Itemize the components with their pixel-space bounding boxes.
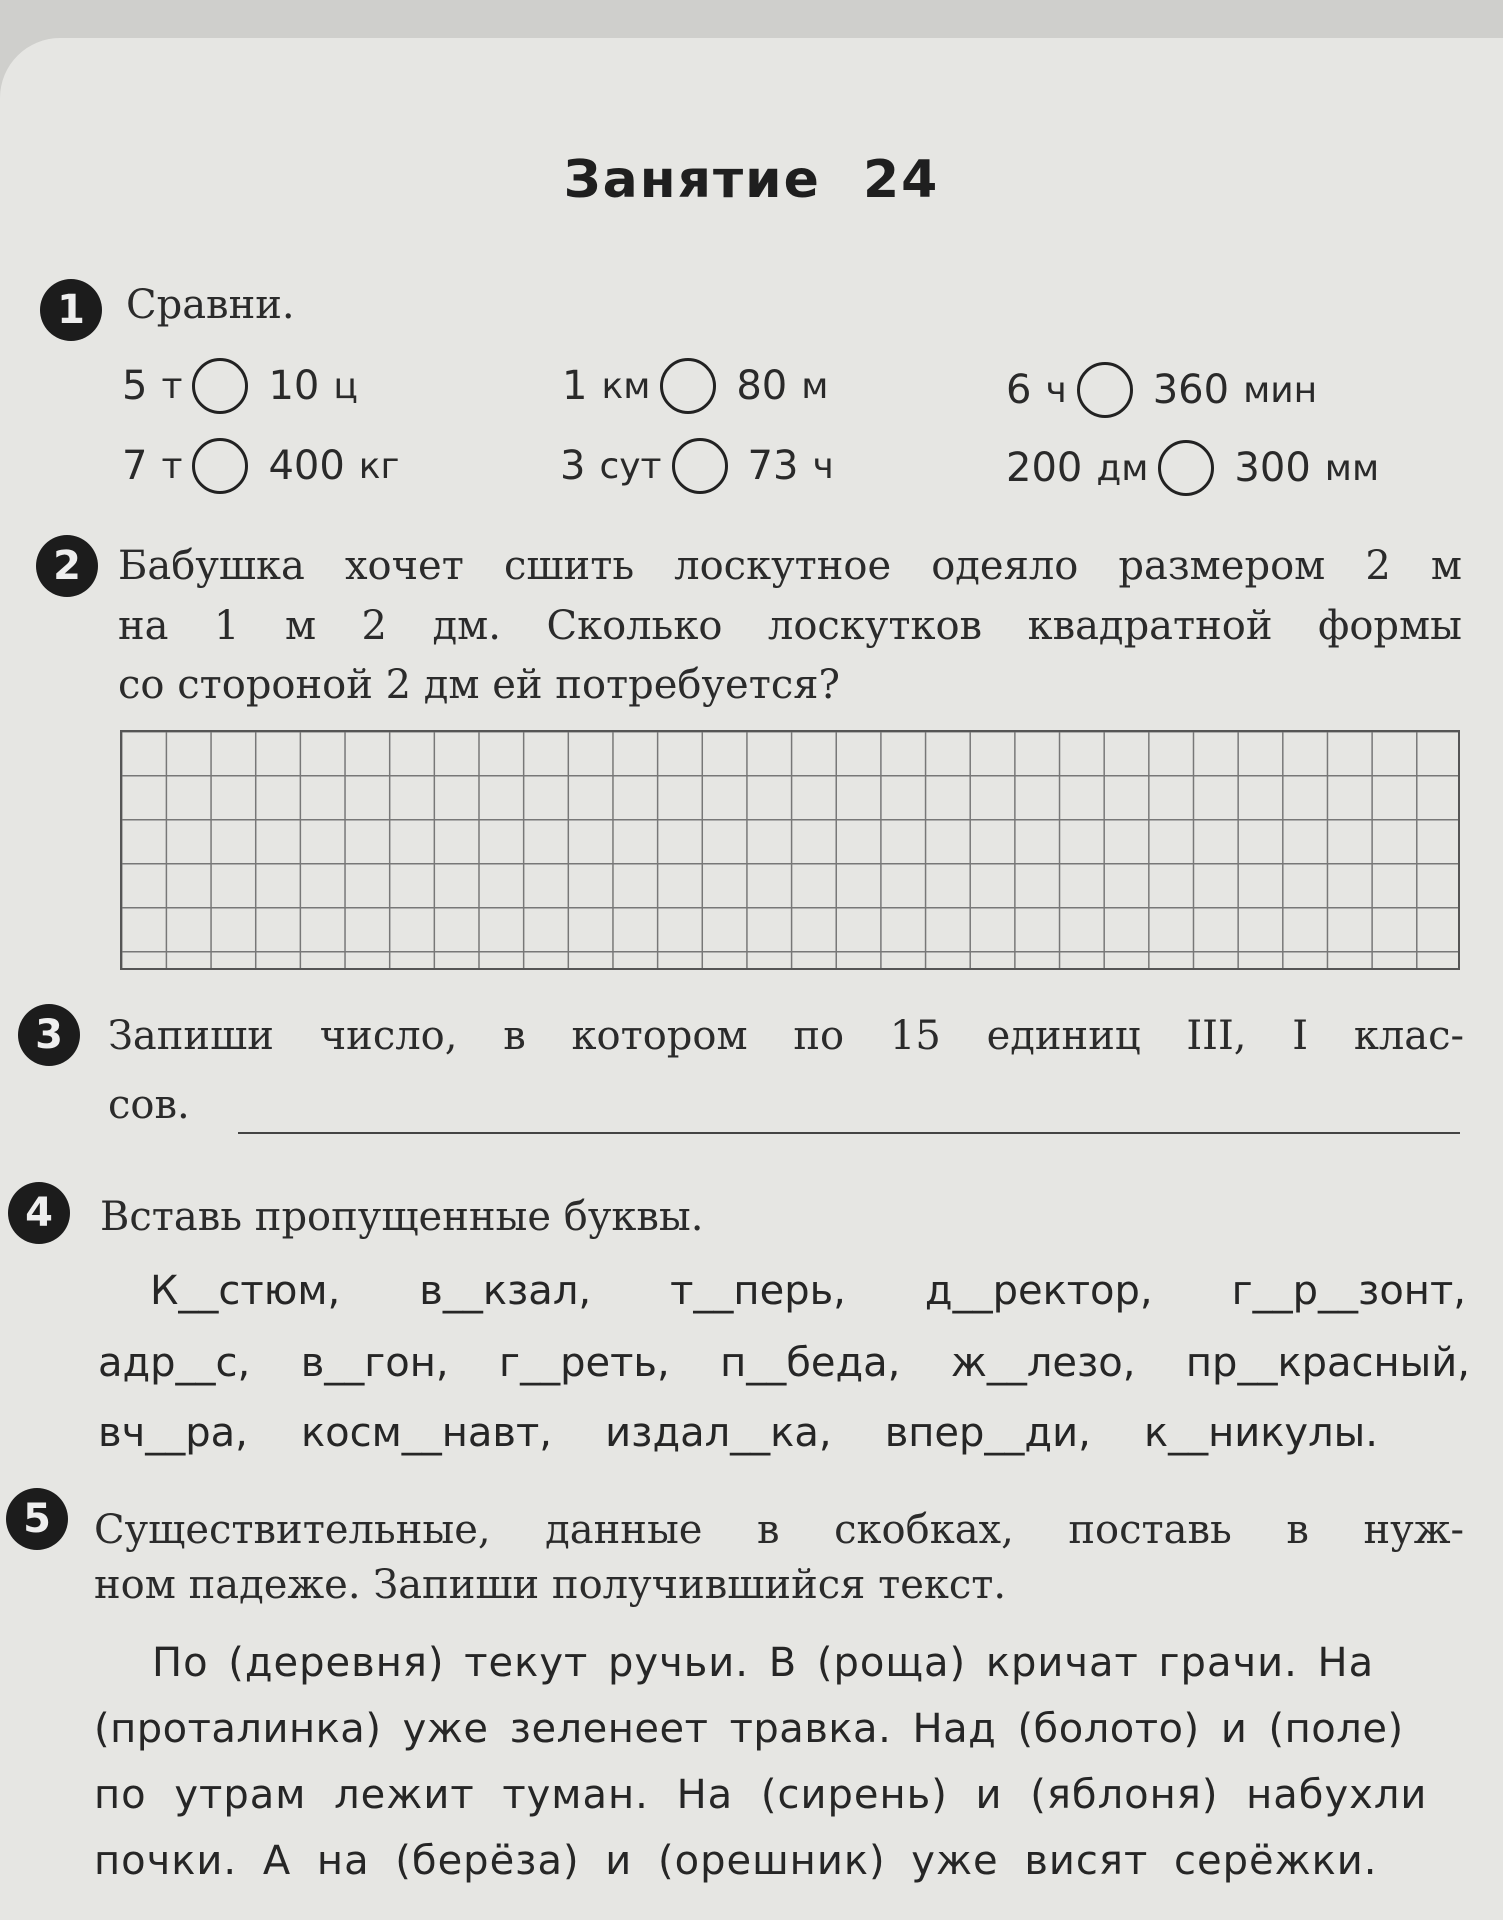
compare-left-unit: т xyxy=(161,445,183,487)
compare-circle[interactable] xyxy=(192,358,248,414)
word-item: адр__с, xyxy=(98,1340,251,1386)
word-item: издал__ка, xyxy=(605,1410,832,1456)
word-item: вч__ра, xyxy=(98,1410,248,1456)
compare-right-unit: м xyxy=(801,365,829,407)
compare-left-unit: сут xyxy=(599,445,662,487)
word-item: пр__красный, xyxy=(1185,1340,1470,1386)
compare-left-value: 3 xyxy=(560,443,586,489)
compare-right-unit: мм xyxy=(1324,447,1380,489)
task-4-words-row-3 xyxy=(98,1400,1378,1466)
word-item: в__гон, xyxy=(300,1340,449,1386)
task-3-number: 3 xyxy=(18,1004,80,1066)
task-5-number: 5 xyxy=(6,1488,68,1550)
compare-circle[interactable] xyxy=(192,438,248,494)
compare-circle[interactable] xyxy=(1158,440,1214,496)
compare-pair-4 xyxy=(122,438,399,494)
word-item: косм__навт, xyxy=(300,1410,553,1456)
compare-left-unit: т xyxy=(161,365,183,407)
task-1-number: 1 xyxy=(40,279,102,341)
compare-right-value: 73 xyxy=(747,443,799,489)
compare-right-value: 400 xyxy=(268,443,345,489)
task-5-line-1: Существительные, данные в скобках, поставь в нуж- xyxy=(94,1507,1464,1553)
word-item: г__р__зонт, xyxy=(1231,1268,1466,1314)
compare-left-unit: км xyxy=(601,365,651,407)
compare-pair-1 xyxy=(122,358,358,414)
task-4-number: 4 xyxy=(8,1182,70,1244)
text-line: почки. А на (берёза) и (орешник) уже висят серёжки. xyxy=(94,1838,1378,1884)
task-2-number: 2 xyxy=(36,535,98,597)
compare-right-value: 360 xyxy=(1152,367,1230,413)
compare-circle[interactable] xyxy=(1077,362,1133,418)
word-item: в__кзал, xyxy=(419,1268,592,1314)
compare-left-value: 6 xyxy=(1006,367,1032,413)
word-item: г__реть, xyxy=(499,1340,670,1386)
word-item: ж__лезо, xyxy=(950,1340,1136,1386)
answer-line[interactable] xyxy=(238,1132,1460,1134)
text-line: (проталинка) уже зеленеет травка. Над (болото) и (поле) xyxy=(94,1706,1404,1752)
task-2-line-3: со стороной 2 дм ей потребуется? xyxy=(118,662,840,708)
text-line: по утрам лежит туман. На (сирень) и (яблоня) набухли xyxy=(94,1772,1428,1818)
word-item: К__стюм, xyxy=(150,1268,341,1314)
word-item: впер__ди, xyxy=(884,1410,1091,1456)
compare-right-unit: ц xyxy=(333,365,358,407)
compare-left-value: 1 xyxy=(562,363,588,409)
answer-grid[interactable] xyxy=(120,730,1460,970)
compare-left-value: 7 xyxy=(122,443,148,489)
task-4-words-row-2 xyxy=(98,1330,1470,1396)
task-1-instruction: Сравни. xyxy=(126,282,295,328)
task-2-line-2: на 1 м 2 дм. Сколько лоскутков квадратной формы xyxy=(118,603,1462,649)
task-3-line-1: Запиши число, в котором по 15 единиц III, I клас- xyxy=(108,1013,1464,1059)
compare-right-unit: ч xyxy=(812,445,834,487)
page-title: Занятие 24 xyxy=(563,150,940,210)
compare-left-value: 200 xyxy=(1006,445,1083,491)
compare-left-unit: ч xyxy=(1045,369,1067,411)
compare-pair-6 xyxy=(1006,440,1379,496)
word-item: т__перь, xyxy=(670,1268,846,1314)
word-item: п__беда, xyxy=(720,1340,901,1386)
compare-right-unit: мин xyxy=(1243,369,1318,411)
compare-pair-3 xyxy=(1006,362,1317,418)
task-5-text xyxy=(94,1630,1466,1894)
compare-pair-2 xyxy=(562,358,828,414)
task-5-line-2: ном падеже. Запиши получившийся текст. xyxy=(94,1562,1007,1608)
compare-right-value: 80 xyxy=(736,363,788,409)
task-3-line-2: сов. xyxy=(108,1082,190,1128)
compare-right-unit: кг xyxy=(358,445,400,487)
compare-circle[interactable] xyxy=(672,438,728,494)
compare-left-value: 5 xyxy=(122,363,148,409)
compare-circle[interactable] xyxy=(660,358,716,414)
task-2-line-1: Бабушка хочет сшить лоскутное одеяло размером 2 м xyxy=(118,543,1462,589)
compare-left-unit: дм xyxy=(1096,447,1149,489)
task-4-words-row-1 xyxy=(150,1258,1466,1324)
task-4-instruction: Вставь пропущенные буквы. xyxy=(100,1194,704,1240)
compare-pair-5 xyxy=(560,438,834,494)
text-line: По (деревня) текут ручьи. В (роща) кричат грачи. На xyxy=(152,1640,1375,1686)
compare-right-value: 10 xyxy=(268,363,320,409)
word-item: к__никулы. xyxy=(1143,1410,1378,1456)
compare-right-value: 300 xyxy=(1234,445,1311,491)
word-item: д__ректор, xyxy=(924,1268,1153,1314)
